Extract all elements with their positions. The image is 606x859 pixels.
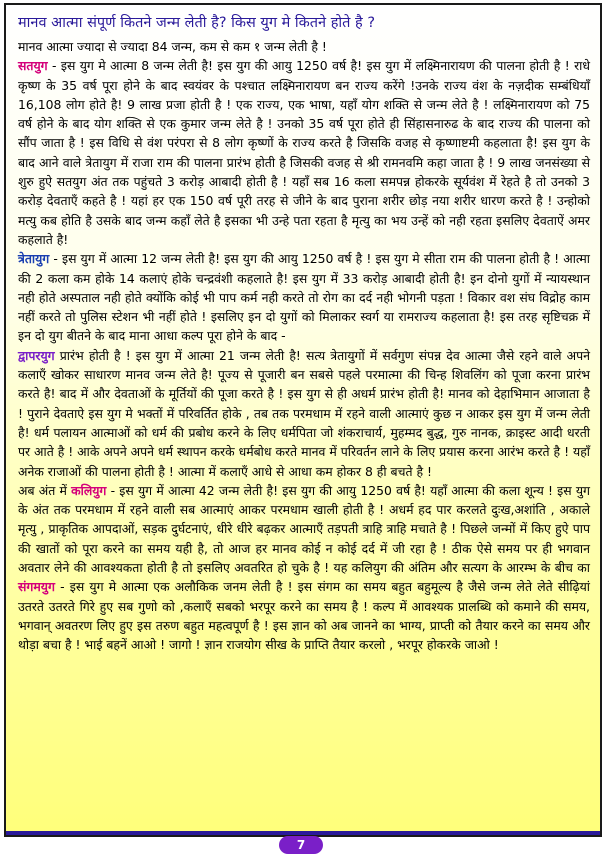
dwapar-text: प्रारंभ होती है ! इस युग में आत्मा 21 जन्म लेती है! सत्य त्रेतायुगों में सर्वगुण संपन्न देव आत्मा जैसे रहने वाले अपने कलाएँ खोकर साधारण मानव जन्म लेते है! पूज्य से पूजारी बन सबसे पहले परमात्मा की चिन्ह शिवलिंग को पूजा करना प्रारंभ करते है! बाद में और देवताओं के मूर्तियों की पूजा करते है ! इस युग से ही अधर्म प्रारंभ होती है! मानव को देहाभिमान आजाता है ! पुराने देवताऐ इस युग मे भक्तों में परिवर्तित होके , तब तक परमधाम में रहने वाली आत्माएं कुछ न आकर इस युग में जन्म लेती है! धर्म पलायन आत्माओं को धर्म की प्रबोध करने के लिए धर्मपिता जो शंकराचार्य, मुहम्मद बुद्ध, गुरु नानक, क्राइस्ट आदी धरती पर आते है ! आके अपने अपने धर्म स्थापन करके धर्मबोध करते मानव में परिवर्तन लाने के लिए प्रयास करना आरंभ करते है ! यहाँ अनेक राजाओं की पालना होती है ! आत्मा में कलाएँ आधे से आधा कम होकर 8 ही बचते है ! [18, 347, 590, 479]
footer-divider [6, 831, 600, 835]
satyug-text: - इस युग मे आत्मा 8 जन्म लेती है! इस युग की आयु 1250 वर्ष है! इस युग में लक्ष्मिनारायण की पालना होती है ! राधे कृष्ण के 35 वर्ष पूरा होने के बाद स्वयंवर के पश्चात लक्ष्मिनारायण बन राज्य करेंगे !उनके राज्य वंश के नज़दीक सम्बंधियाँ 16,108 लोग होते है! 9 लाख प्रजा होती है ! एक राज्य, एक भाषा, यहाँ योग शक्ति से जन्म लेते है ! लक्ष्मिनारायण को 75 वर्ष होने के बाद योग शक्ति से एक कुमार जन्म लेते है ! उनको 35 वर्ष पूरा होते ही सिंहासनारुढ के बाद राज्य की पालना को सौंप जाता है ! इस विधि से वंश परंपरा से 8 लोग कृष्णों के राज्य करते है जिसकि वजह से कृष्णाष्टमी कहलाता है! इस युग के बाद आने वाले त्रेतायुग में राजा राम की पालना प्रारंभ होती है जिसकी वजह से श्री रामनवमि कहा जाता है ! 9 लाख जनसंख्या से शुरु हुऐ सतयुग अंत तक पहुंचते 3 करोड़ आबादी होती है ! यहाँ सब 16 कला समपन्न होकरके सूर्यवंश में रेहते है तो उनको 3 करोड़ देवताएँ कहते है ! यहां हर एक 150 वर्ष पूरी तरह से जीने के बाद पुराना शरीर छोड़ नया शरीर धारण करते है ! उन्होको मत्यु कब होति है उसके बाद जन्म कहाँ लेते है इसका भी उन्हे पता रहता है मृत्यु का भय उन्हें को नही रहता इसलिए देवताऐं अमर कहलाते है! [18, 58, 590, 247]
kalyug-heading: कलियुग [71, 482, 107, 498]
satyug-paragraph [18, 56, 590, 249]
treta-heading: त्रेतायुग [18, 251, 50, 267]
article-body [18, 37, 590, 655]
intro-paragraph: मानव आत्मा ज्यादा से ज्यादा 84 जन्म, कम से कम १ जन्म लेती है ! [18, 39, 327, 54]
dwapar-heading: द्वापरयुग [18, 347, 55, 363]
dwapar-paragraph [18, 346, 590, 481]
page-title: मानव आत्मा संपूर्ण कितने जन्म लेती है? किस युग मे कितने होते है ? [18, 15, 376, 31]
satyug-heading: सतयुग [18, 58, 48, 74]
sangam-heading: संगमयुग [18, 579, 55, 595]
kalyug-paragraph [18, 481, 590, 655]
kalyug-text: - इस युग में आत्मा 42 जन्म लेती है! इस युग की आयु 1250 वर्ष है! यहाँ आत्मा की कला शून्य ! इस युग के अंत तक परमधाम में रहने वाली सब आत्माएं आकर परमधाम खाली होती है ! अधर्म हद पार करलते दुःख,अशांति , अकाले मृत्यु , प्राकृतिक आपदाओं, सड़क दुर्घटनाएं, धीरे धीरे बढ़कर आत्माएँ तड़पती त्राहि त्राहि मचाते है ! पिछले जन्मों में किए हुऐ पाप की खातों को पूरा करने का समय यही है, तो आज हर मानव कोई न कोई दर्द में जी रहा है ! ठीक ऐसे समय पर ही भगवान अवतार लेने की आवश्यकता होती है तो इसलिए अवतरित हो चुके है ! यह कलियुग की अंतिम और सत्यग के आरम्भ के बीच का [18, 482, 590, 576]
sangam-text: - इस युग मे आत्मा एक अलौकिक जनम लेती है ! इस संगम का समय बहुत बहुमूल्य है जैसे जन्म लेते लेते सीढ़ियां उतरते उतरते गिरे हुए सब गुणो को ,कलाएँ सबको भरपूर करने का समय है ! कल्प में आवश्यक प्रालब्धि को कमाने की समय, भगवान् अवतरण लिए हुए इस तरुण बहुत महत्वपूर्ण है ! इस ज्ञान को अब जानने का भाग्य, प्राप्ती को तैयार करने का समय और थोड़ा बचा है ! भाई बहनें आओ ! जागो ! ज्ञान राजयोग सीख के प्राप्ति तैयार करलो , भरपूर होकरके जाओ ! [18, 579, 590, 653]
kalyug-prefix: अब अंत में [18, 482, 72, 498]
page-number-badge: 7 [279, 836, 323, 854]
treta-text: - इस युग में आत्मा 12 जन्म लेती है! इस युग की आयु 1250 वर्ष है ! इस युग मे सीता राम की पालना होती है ! आत्मा की 2 कला कम होके 14 कलाएं होके चन्द्रवंशी कहलाते है! इस युग में 33 करोड़ आबादी होती है! इन दोनो युगों में न्यायस्थान नही होते अस्पताल नही होते क्योंकि कोई भी पाप कर्म नही करते तो रोग का दर्द नही भोगनी पड़ता ! विकार वश संघ विद्रोह काम नहीं करते तो पुलिस स्टेशन भी नहीं होते ! इसलिए इन दो युगों को मिलाकर स्वर्ग या रामराज्य कहलाता है! इस तरह सृष्टिचक्र में इन दो युग बीतने के बाद माना आधा कल्प पूरा होने के बाद - [18, 251, 590, 344]
treta-paragraph [18, 249, 590, 345]
document-page [4, 3, 602, 837]
